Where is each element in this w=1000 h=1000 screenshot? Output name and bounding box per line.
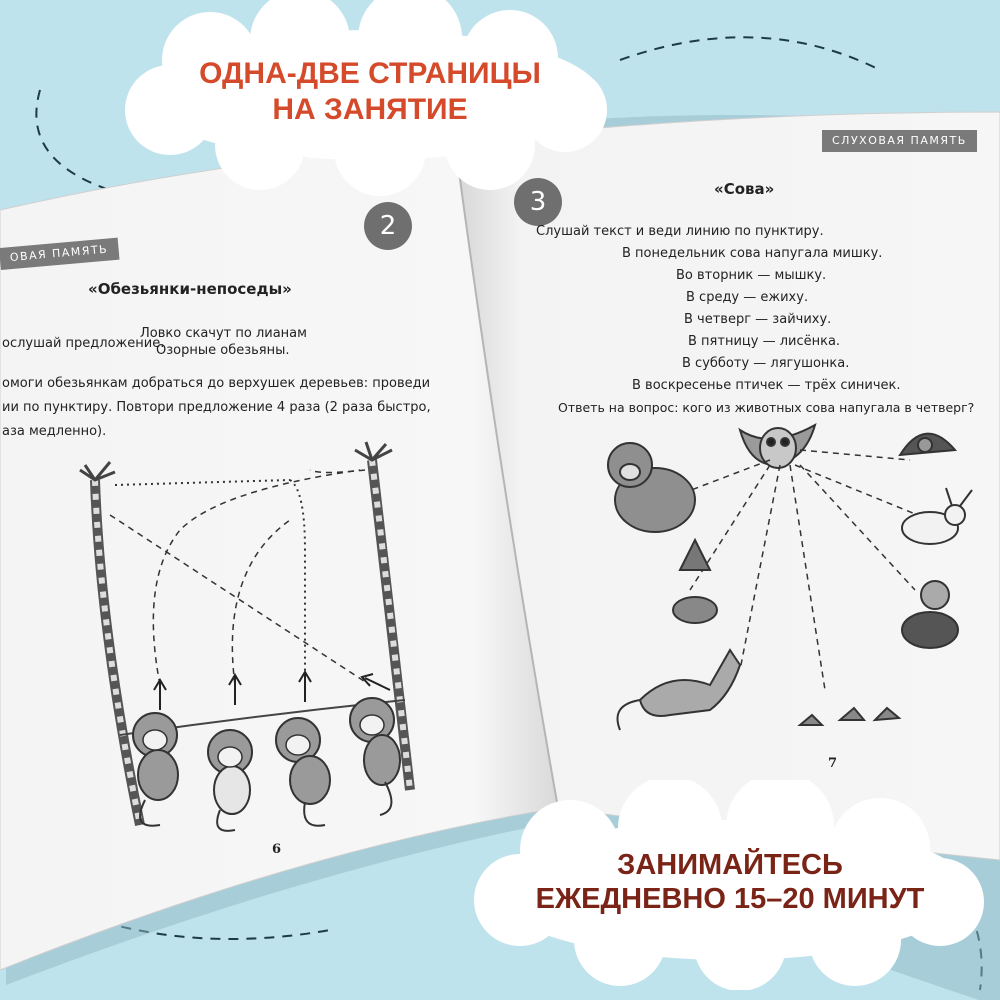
poem-line-r1: В понедельник сова напугала мишку. xyxy=(622,246,883,261)
task-line-2: ии по пунктиру. Повтори предложение 4 раза (2 раза быстро, xyxy=(2,400,431,415)
poem-line-r6: В субботу — лягушонка. xyxy=(682,356,850,371)
section-tag-left: ОВАЯ ПАМЯТЬ xyxy=(0,238,119,270)
monkeys-illustration xyxy=(60,430,520,850)
top-banner-line-1: ОДНА-ДВЕ СТРАНИЦЫ xyxy=(199,57,541,90)
exercise-number-right: 3 xyxy=(514,178,562,226)
poem-line-r5: В пятницу — лисёнка. xyxy=(688,334,841,349)
poem-line-1: Ловко скачут по лианам xyxy=(140,326,307,341)
section-tag-right: СЛУХОВАЯ ПАМЯТЬ xyxy=(822,130,977,152)
instruction-left: ослушай предложение. xyxy=(2,336,165,351)
bottom-banner-line-1: ЗАНИМАЙТЕСЬ xyxy=(617,849,843,881)
exercise-title-right: «Сова» xyxy=(714,180,775,198)
poem-line-r2: Во вторник — мышку. xyxy=(676,268,827,283)
top-banner-line-2: НА ЗАНЯТИЕ xyxy=(272,93,468,126)
top-banner xyxy=(150,56,590,128)
instruction-right: Слушай текст и веди линию по пунктиру. xyxy=(536,224,824,239)
task-line-1: омоги обезьянкам добраться до верхушек деревьев: проведи xyxy=(2,376,431,391)
exercise-title-left: «Обезьянки-непоседы» xyxy=(88,280,292,298)
bottom-banner-line-2: ЕЖЕДНЕВНО 15–20 МИНУТ xyxy=(535,883,925,915)
page-number-left: 6 xyxy=(272,842,282,857)
poem-line-r4: В четверг — зайчиху. xyxy=(684,312,832,327)
poem-line-r7: В воскресенье птичек — трёх синичек. xyxy=(632,378,901,393)
page-number-right: 7 xyxy=(828,756,838,771)
poem-line-r3: В среду — ежиху. xyxy=(686,290,809,305)
owl-illustration xyxy=(600,420,980,780)
question-right: Ответь на вопрос: кого из животных сова напугала в четверг? xyxy=(558,400,975,415)
exercise-number-left: 2 xyxy=(364,202,412,250)
bottom-banner xyxy=(490,848,970,916)
poem-line-2: Озорные обезьяны. xyxy=(156,343,290,358)
task-line-3: аза медленно). xyxy=(2,424,107,439)
